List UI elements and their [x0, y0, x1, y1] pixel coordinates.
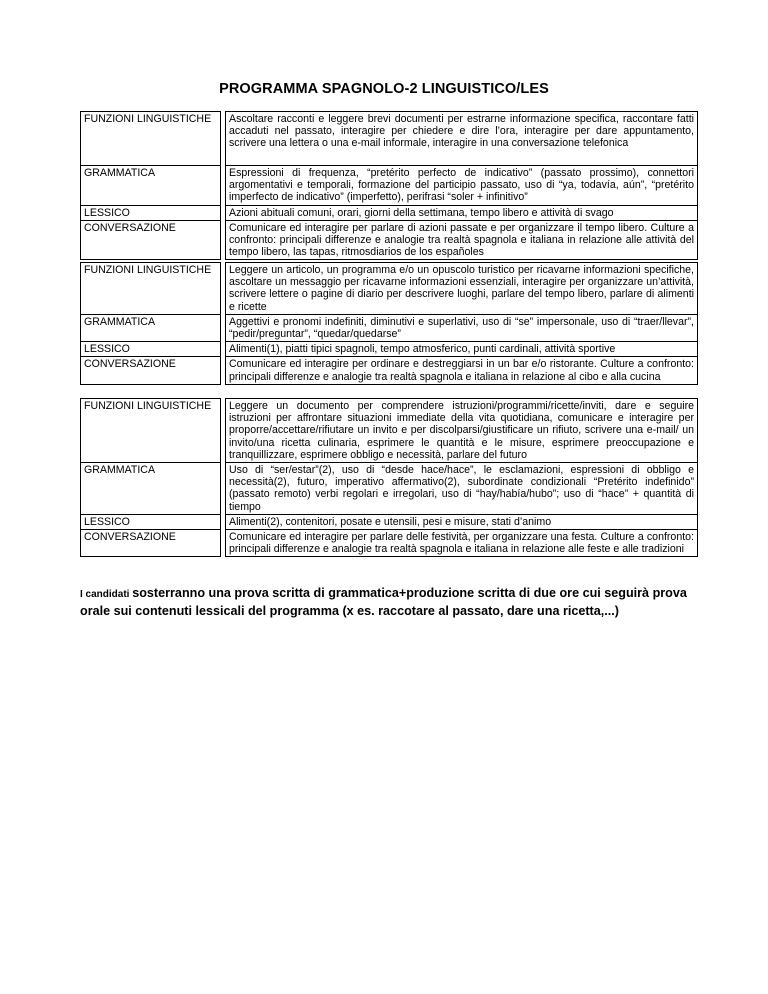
row-label: CONVERSAZIONE — [81, 220, 221, 260]
row-text: Comunicare ed interagire per ordinare e destreggiarsi in un bar e/o ristorante. Culture a confronto: principali differenze e analogie tra realtà spagnola e italiana in relazione al cibo e alla cucina — [226, 357, 698, 384]
table-row — [81, 514, 698, 529]
table-row — [81, 112, 698, 166]
program-table-2 — [80, 262, 698, 385]
table-row — [81, 399, 698, 463]
row-text: Leggere un articolo, un programma e/o un opuscolo turistico per ricavarne informazioni specifiche, ascoltare un messaggio per ricavarne informazioni essenziali, interagire per organizzare un’attività, scrivere lettere o pagine di diario per descrivere luoghi, parlare del tempo libero, parlare di alimenti e ricette — [226, 263, 698, 315]
table-row — [81, 530, 698, 557]
row-text: Azioni abituali comuni, orari, giorni della settimana, tempo libero e attività di svago — [226, 205, 698, 220]
row-label: FUNZIONI LINGUISTICHE — [81, 399, 221, 463]
exam-note-prefix: I candidati — [80, 589, 133, 600]
row-label: LESSICO — [81, 205, 221, 220]
table-row — [81, 166, 698, 206]
program-table-1 — [80, 111, 698, 260]
row-label: GRAMMATICA — [81, 314, 221, 341]
table-row — [81, 314, 698, 341]
row-text: Leggere un documento per comprendere istruzioni/programmi/ricette/inviti, dare e seguire istruzioni per affrontare situazioni immediate della vita quotidiana, comunicare e interagire per proporre/accettare/rifiutare un invito e per discolparsi/giustificare un rifiuto, scrivere una e-mail/ un invito/una ricetta culinaria, esprimere le quantità e le misure, esprimere preoccupazione e tranquillizzare, esprimere obbligo e necessità, parlare del futuro — [226, 399, 698, 463]
row-label: CONVERSAZIONE — [81, 530, 221, 557]
row-label: LESSICO — [81, 342, 221, 357]
program-table-3 — [80, 398, 698, 557]
row-label: CONVERSAZIONE — [81, 357, 221, 384]
row-label: FUNZIONI LINGUISTICHE — [81, 263, 221, 315]
row-text: Comunicare ed interagire per parlare di azioni passate e per organizzare il tempo libero. Culture a confronto: principali differenze e analogie tra realtà spagnola e italiana in relazione alle attività del tempo libero, las tapas, ritmosdiarios de los españoles — [226, 220, 698, 260]
row-text: Ascoltare racconti e leggere brevi documenti per estrarne informazione specifica, raccontare fatti accaduti nel passato, interagire per chiedere e dire l’ora, interagire per dare appuntamento, scrivere una lettera o una e-mail informale, interagire in una conversazione telefonica — [226, 112, 698, 166]
page-title: PROGRAMMA SPAGNOLO-2 LINGUISTICO/LES — [219, 81, 549, 97]
row-text: Uso di “ser/estar”(2), uso di “desde hace/hace”, le esclamazioni, espressioni di obbligo e necessità(2), futuro, imperativo affermativo(2), subordinate condizionali “Pretérito indefinido” (passato remoto) verbi regolari e irregolari, uso di “hay/había/hubo”; uso di “hace” + quantità di tiempo — [226, 463, 698, 515]
table-row — [81, 205, 698, 220]
row-text: Espressioni di frequenza, “pretérito perfecto de indicativo” (passato prossimo), connettori argomentativi e temporali, formazione del participio passato, uso di “ya, todavía, aún”, “pretérito imperfecto de indicativo” (imperfetto), perifrasi “soler + infinitivo” — [226, 166, 698, 206]
table-row — [81, 220, 698, 260]
row-label: GRAMMATICA — [81, 463, 221, 515]
exam-note — [80, 585, 700, 619]
table-row — [81, 342, 698, 357]
exam-note-text: sosterranno una prova scritta di grammatica+produzione scritta di due ore cui seguirà prova orale sui contenuti lessicali del programma (x es. raccotare al passato, dare una ricetta,...) — [80, 586, 687, 618]
row-text: Aggettivi e pronomi indefiniti, diminutivi e superlativi, uso di “se” impersonale, uso di “traer/llevar”, “pedir/preguntar”, “quedar/quedarse” — [226, 314, 698, 341]
row-label: LESSICO — [81, 514, 221, 529]
row-label: FUNZIONI LINGUISTICHE — [81, 112, 221, 166]
table-row — [81, 263, 698, 315]
row-label: GRAMMATICA — [81, 166, 221, 206]
table-row — [81, 357, 698, 384]
row-text: Alimenti(1), piatti tipici spagnoli, tempo atmosferico, punti cardinali, attività sportive — [226, 342, 698, 357]
row-text: Alimenti(2), contenitori, posate e utensili, pesi e misure, stati d’animo — [226, 514, 698, 529]
row-text: Comunicare ed interagire per parlare delle festività, per organizzare una festa. Culture a confronto: principali differenze e analogie tra realtà spagnola e italiana in relazione alle feste e alle tradizioni — [226, 530, 698, 557]
table-row — [81, 463, 698, 515]
